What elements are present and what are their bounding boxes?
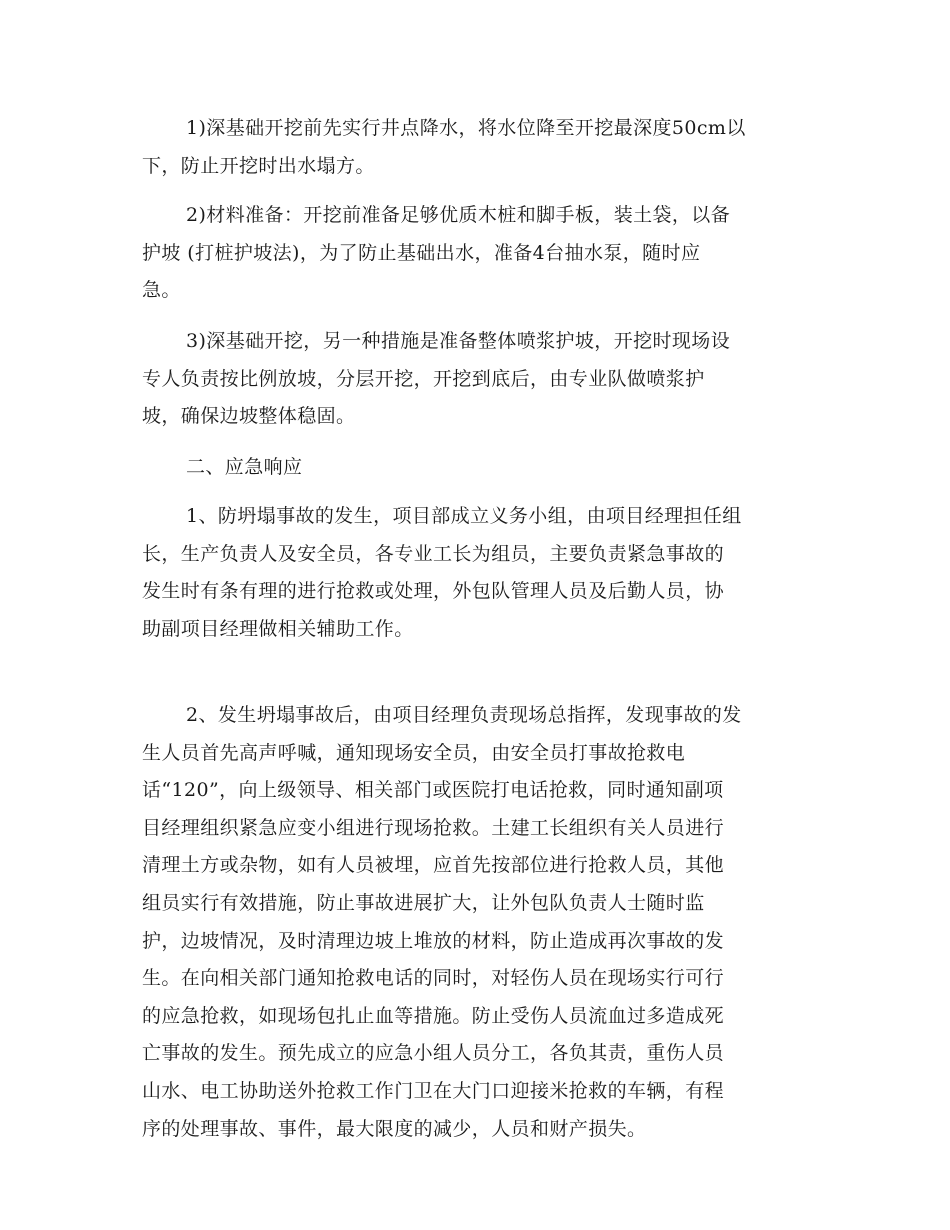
text-line: 助副项目经理做相关辅助工作。: [142, 617, 414, 640]
text-line: 下，防止开挖时出水塌方。: [142, 154, 375, 177]
text-line: 生。在向相关部门通知抢救电话的同时，对轻伤人员在现场实行可行: [142, 967, 725, 990]
paragraph-collapse-procedure: [142, 697, 802, 1148]
text-line: 组员实行有效措施，防止事故进展扩大，让外包队负责人士随时监: [142, 891, 705, 914]
text-line: 序的处理事故、事件，最大限度的减少，人员和财产损失。: [142, 1117, 647, 1140]
text-line: 的应急抢救，如现场包扎止血等措施。防止受伤人员流血过多造成死: [142, 1004, 725, 1027]
text-line: 护，边坡情况，及时清理边坡上堆放的材料，防止造成再次事故的发: [142, 929, 725, 952]
text-line: 山水、电工协助送外抢救工作门卫在大门口迎接米抢救的车辆，有程: [142, 1079, 725, 1102]
text-line: 2)材料准备：开挖前准备足够优质木桩和脚手板，装土袋，以备: [186, 204, 731, 226]
text-line: 清理土方或杂物，如有人员被埋，应首先按部位进行抢救人员，其他: [142, 854, 725, 877]
text-line: 话“120”，向上级领导、相关部门或医院打电话抢救，同时通知副项: [142, 779, 724, 802]
text-line: 2、发生坍塌事故后，由项目经理负责现场总指挥，发现事故的发: [186, 704, 742, 726]
text-line: 3)深基础开挖，另一种措施是准备整体喷浆护坡，开挖时现场设: [186, 330, 731, 352]
text-line: 二、应急响应: [186, 456, 303, 478]
paragraph-response-team: [142, 498, 802, 648]
text-line: 长，生产负责人及安全员，各专业工长为组员，主要负责紧急事故的: [142, 542, 725, 565]
text-line: 目经理组织紧急应变小组进行现场抢救。土建工长组织有关人员进行: [142, 816, 725, 839]
text-line: 1)深基础开挖前先实行井点降水，将水位降至开挖最深度50cm以: [186, 117, 746, 139]
text-line: 坡，确保边坡整体稳固。: [142, 405, 356, 428]
text-line: 亡事故的发生。预先成立的应急小组人员分工，各负其责，重伤人员: [142, 1042, 725, 1065]
text-line: 生人员首先高声呼喊，通知现场安全员，由安全员打事故抢救电: [142, 741, 686, 764]
paragraph-materials: [142, 197, 802, 310]
text-line: 1、防坍塌事故的发生，项目部成立义务小组，由项目经理担任组: [186, 505, 742, 527]
paragraph-dewatering: [142, 110, 802, 185]
paragraph-shotcrete: [142, 323, 802, 436]
section-heading-emergency-response: [142, 449, 802, 487]
text-line: 发生时有条有理的进行抢救或处理，外包队管理人员及后勤人员，协: [142, 580, 725, 603]
text-line: 急。: [142, 279, 181, 302]
text-line: 护坡 (打桩护坡法)，为了防止基础出水，准备4台抽水泵，随时应: [142, 241, 701, 264]
text-line: 专人负责按比例放坡，分层开挖，开挖到底后，由专业队做喷浆护: [142, 367, 705, 390]
